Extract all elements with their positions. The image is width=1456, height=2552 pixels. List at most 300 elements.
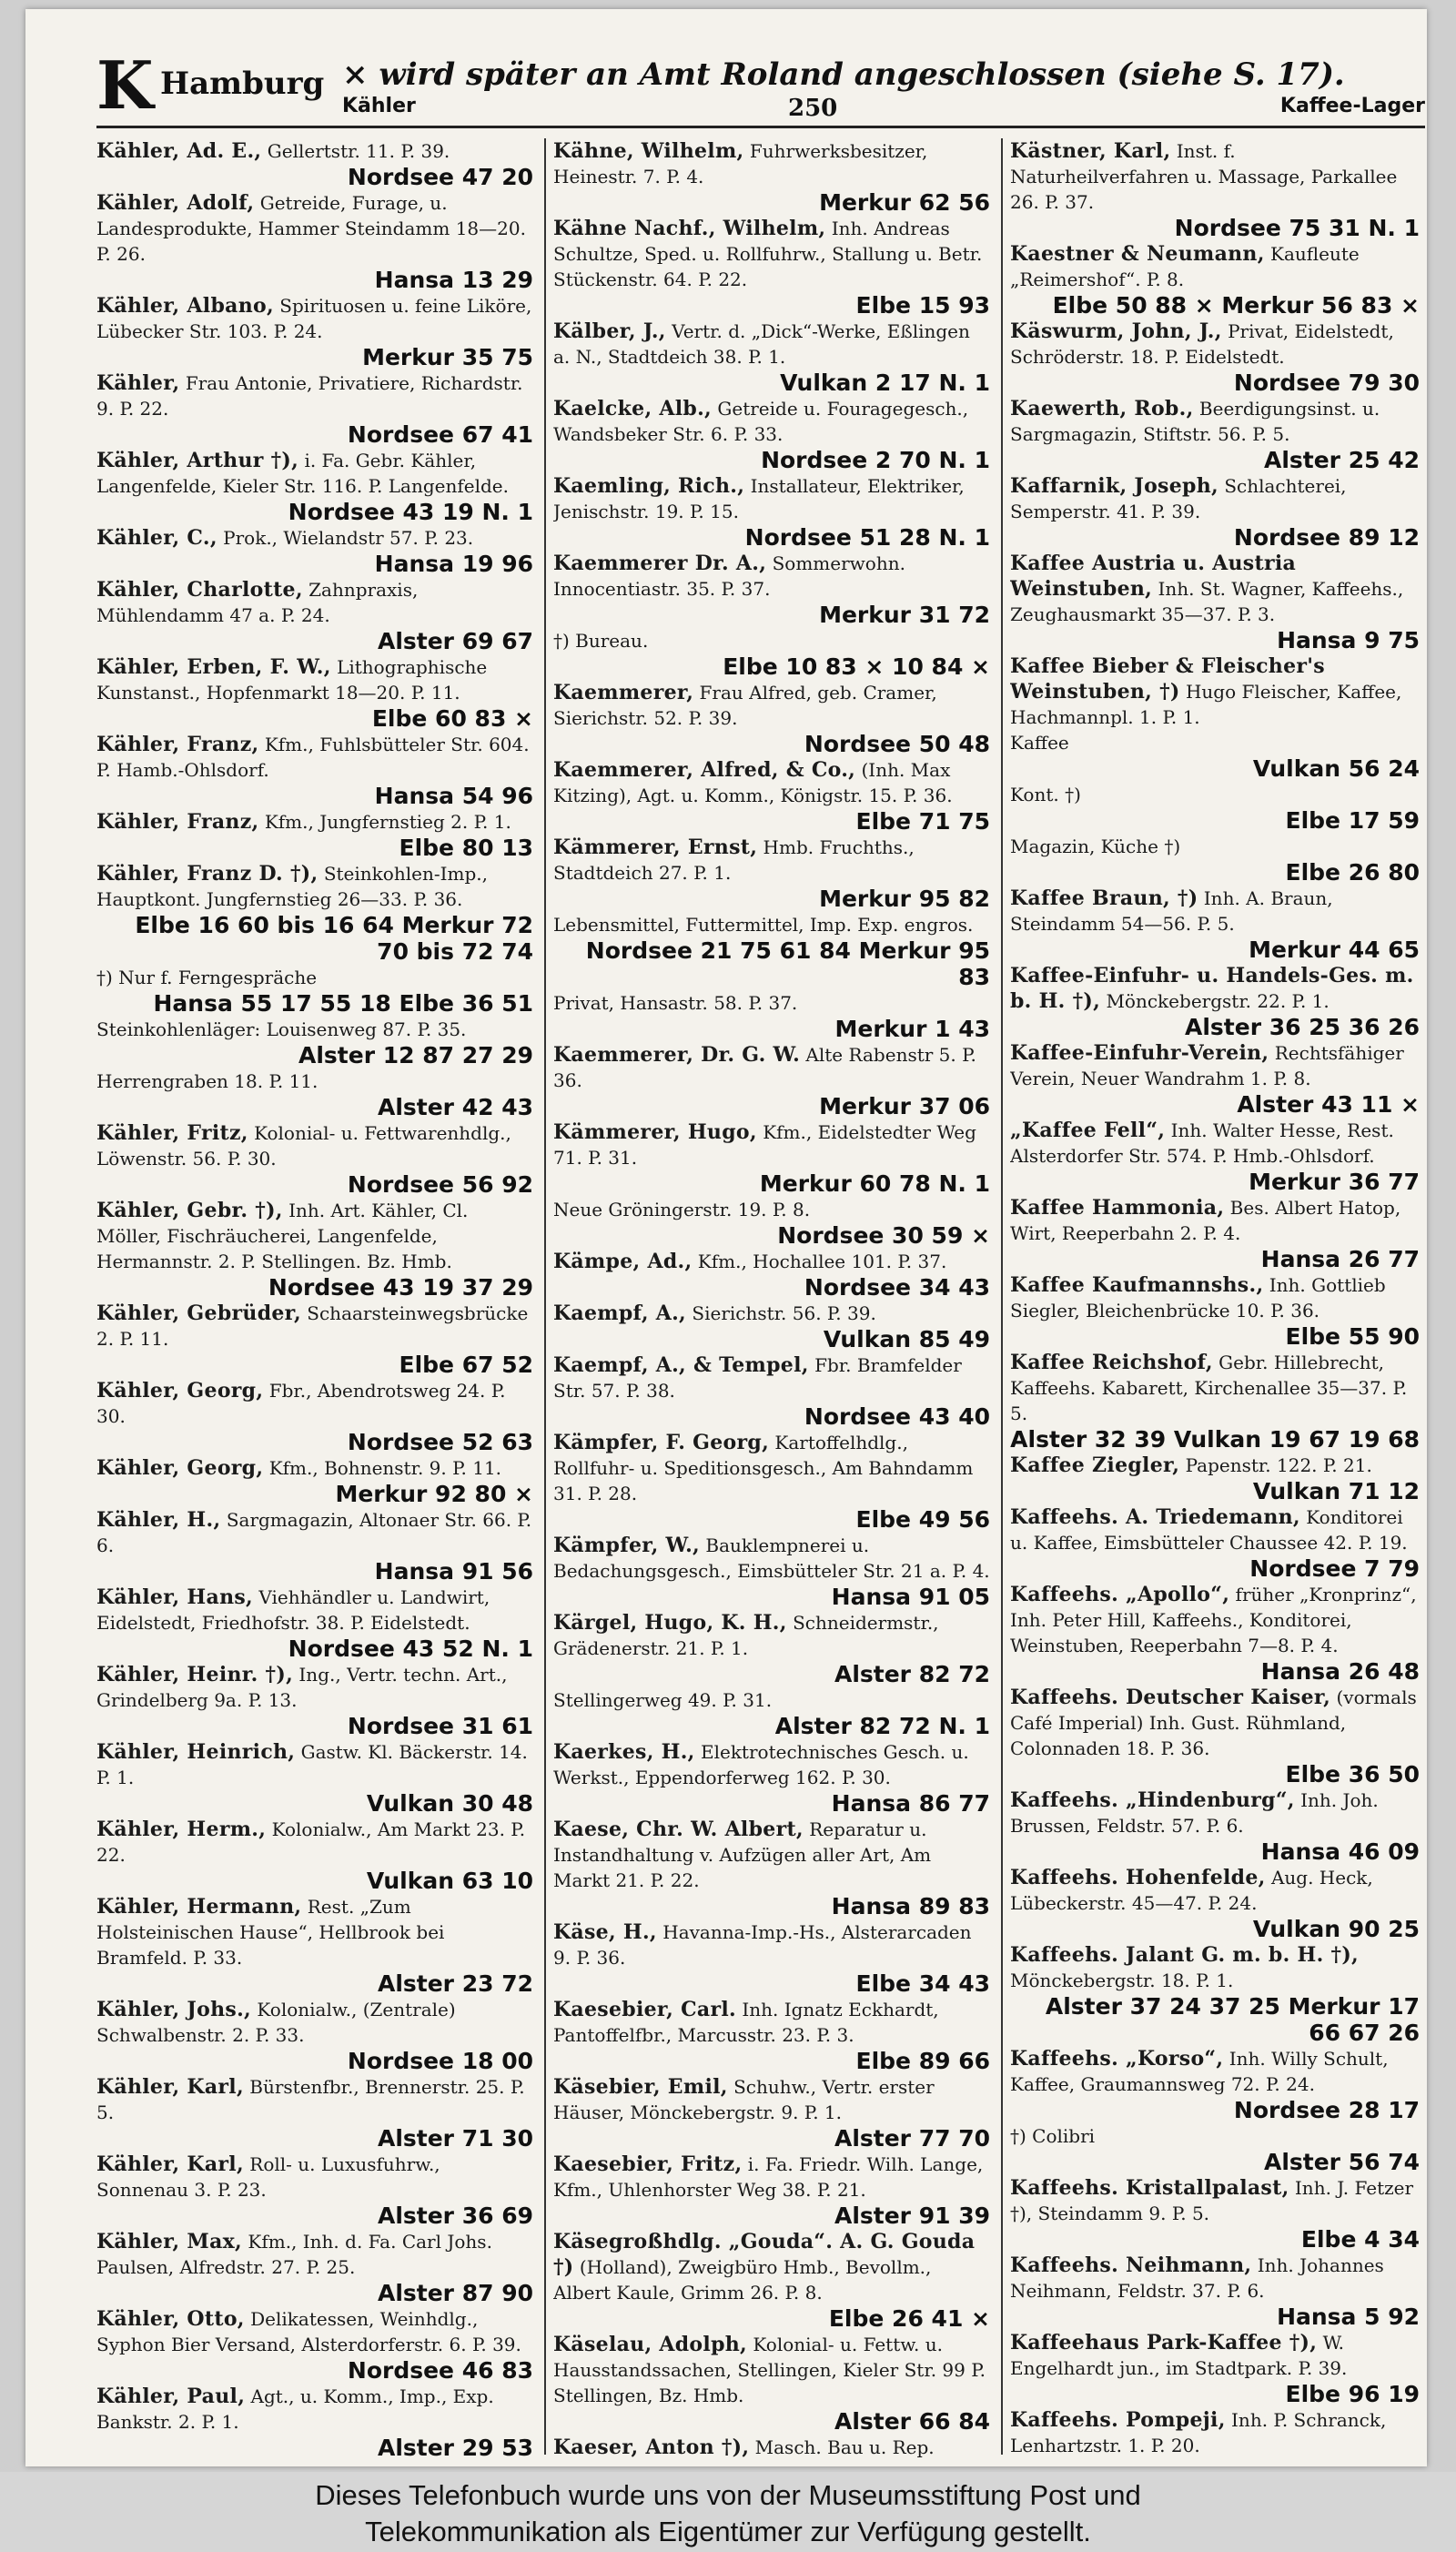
listing-entry [1010, 396, 1420, 473]
entry-phone: Vulkan 2 17 N. 1 [780, 370, 990, 396]
entry-phone: Vulkan 30 48 [366, 1790, 533, 1817]
listing-column-1 [96, 138, 533, 2459]
entry-name: Kaffeehs. Pompeji, [1010, 2408, 1226, 2432]
entry-phone: Alster 71 30 [377, 2125, 533, 2152]
listing-entry [1010, 653, 1420, 730]
entry-details: Magazin, Küche †) [1010, 835, 1181, 857]
listing-entry [96, 293, 533, 370]
entry-name: Kaffee Reichshof, [1010, 1351, 1213, 1374]
entry-phone: Hansa 86 77 [831, 1790, 990, 1817]
entry-name: Kaffee Kaufmannshs., [1010, 1273, 1264, 1297]
entry-details: Konditorei u. Kaffee, Eimsbütteler Chaussee 42. P. 19. [1010, 1506, 1408, 1554]
entry-phone: Nordsee 2 70 N. 1 [761, 447, 990, 473]
entry-details: Schneidermstr., Grädenerstr. 21. P. 1. [553, 1612, 939, 1659]
entry-phone: Vulkan 71 12 [1252, 1478, 1420, 1504]
entry-phone: Alster 87 90 [377, 2280, 533, 2306]
entry-name: Kaffee Hammonia, [1010, 1196, 1225, 1220]
entry-phone: Hansa 26 77 [1260, 1246, 1420, 1272]
entry-name: Kämmerer, Ernst, [553, 835, 758, 859]
entry-phone: Alster 77 70 [834, 2125, 990, 2152]
entry-details: †) Bureau. [553, 630, 649, 652]
entry-name: Kaffee Braun, †) [1010, 886, 1198, 910]
listing-entry [1010, 730, 1420, 782]
listing-entry [96, 965, 533, 1017]
entry-details: Hugo Fleischer, Kaffee, Hachmannpl. 1. P. 1. [1010, 681, 1402, 728]
column-divider [1001, 138, 1003, 2455]
entry-details: Kolonial- u. Fettw. u. Hausstandssachen, Stellingen, Kieler Str. 99 P. Stellingen, Bz. Hmb. [553, 2334, 986, 2406]
entry-details: Kaufleute „Reimershof“. P. 8. [1010, 243, 1360, 290]
entry-name: Kähler, Johs., [96, 1998, 252, 2021]
entry-name: Käselau, Adolph, [553, 2333, 748, 2356]
listing-entry [1010, 1504, 1420, 1582]
entry-phone: Elbe 15 93 [855, 292, 990, 319]
entry-phone: Merkur 60 78 N. 1 [759, 1170, 990, 1197]
entry-details: Kfm., Eidelstedter Weg 71. P. 31. [553, 1121, 976, 1169]
entry-details: Frau Alfred, geb. Cramer, Sierichstr. 52. P. 39. [553, 682, 937, 729]
entry-phone: Merkur 44 65 [1249, 937, 1420, 963]
listing-entry [553, 2435, 990, 2459]
entry-details: Kfm., Fuhlsbütteler Str. 604. P. Hamb.-Ohlsdorf. [96, 734, 530, 781]
entry-phone: Nordsee 7 79 [1249, 1555, 1420, 1582]
listing-entry [1010, 1453, 1420, 1504]
entry-details: i. Fa. Friedr. Wilh. Lange, Kfm., Uhlenhorster Weg 38. P. 21. [553, 2153, 984, 2201]
entry-name: Kähler, H., [96, 1508, 221, 1532]
entry-details: W. Engelhardt jun., im Stadtpark. P. 39. [1010, 2332, 1348, 2379]
entry-details: Lebensmittel, Futtermittel, Imp. Exp. engros. [553, 914, 974, 936]
entry-details: Stellingerweg 49. P. 31. [553, 1689, 773, 1711]
entry-phone: Elbe 89 66 [855, 2048, 990, 2074]
entry-details: Kfm., Jungfernstieg 2. P. 1. [264, 811, 511, 833]
entry-details: †) Colibri [1010, 2125, 1096, 2147]
entry-phone: Merkur 31 72 [819, 602, 990, 628]
entry-details: (vormals Café Imperial) Inh. Gust. Rühmland, Colonnaden 18. P. 36. [1010, 1686, 1417, 1759]
entry-phone: Hansa 91 05 [831, 1584, 990, 1610]
city-name: Hamburg [160, 66, 325, 102]
entry-details: Mönckebergstr. 18. P. 1. [1010, 1970, 1234, 1991]
listing-column-2 [553, 138, 990, 2459]
listing-entry [553, 396, 990, 473]
entry-phone: Elbe 71 75 [855, 808, 990, 835]
entry-phone: Elbe 26 41 × [828, 2305, 990, 2332]
listing-entry [96, 1120, 533, 1198]
listing-entry [96, 1068, 533, 1120]
entry-details: Spirituosen u. feine Liköre, Lübecker Str. 103. P. 24. [96, 295, 532, 342]
entry-phone: Nordsee 31 61 [347, 1713, 533, 1739]
entry-details: Sargmagazin, Altonaer Str. 66. P. 6. [96, 1509, 532, 1556]
entry-details: Kfm., Inh. d. Fa. Carl Johs. Paulsen, Alfredstr. 27. P. 25. [96, 2231, 492, 2278]
entry-phone: Nordsee 46 83 [347, 2357, 533, 2384]
listing-entry [1010, 138, 1420, 241]
listing-entry [96, 1507, 533, 1585]
entry-details: Sommerwohn. Innocentiastr. 35. P. 37. [553, 552, 905, 600]
entry-phone: Elbe 34 43 [855, 1970, 990, 1997]
entry-name: Kähler, Max, [96, 2230, 243, 2253]
listing-entry [553, 1997, 990, 2074]
entry-name: Kaffee-Einfuhr-Verein, [1010, 1041, 1269, 1065]
entry-details: Fuhrwerksbesitzer, Heinestr. 7. P. 4. [553, 140, 928, 187]
entry-details: Inh. Willy Schult, Kaffee, Graumannsweg 72. P. 24. [1010, 2048, 1389, 2095]
listing-entry [96, 1894, 533, 1997]
footer-banner [0, 2472, 1456, 2552]
entry-details: Alte Rabenstr 5. P. 36. [553, 1044, 976, 1091]
entry-name: Kaffeehs. Jalant G. m. b. H. †), [1010, 1943, 1359, 1967]
entry-phone: Elbe 16 60 bis 16 64 Merkur 72 70 bis 72 74 [135, 912, 533, 965]
listing-entry [96, 861, 533, 965]
listing-entry [1010, 1787, 1420, 1865]
entry-name: Kaffeehaus Park-Kaffee †), [1010, 2331, 1318, 2355]
entry-details: Bürstenfbr., Brennerstr. 25. P. 5. [96, 2076, 525, 2123]
entry-name: Kaeser, Anton †), [553, 2436, 750, 2459]
entry-details: Havanna-Imp.-Hs., Alsterarcaden 9. P. 36. [553, 1921, 972, 1969]
entry-name: Kähler, Heinrich, [96, 1740, 296, 1764]
entry-phone: Hansa 9 75 [1277, 627, 1420, 653]
entry-details: Privat, Eidelstedt, Schröderstr. 18. P. Eidelstedt. [1010, 320, 1394, 368]
listing-entry [96, 190, 533, 293]
entry-phone: Alster 56 74 [1263, 2149, 1420, 2175]
entry-details: Inst. f. Naturheilverfahren u. Massage, Parkallee 26. P. 37. [1010, 140, 1398, 213]
listing-entry [96, 1378, 533, 1455]
entry-phone: Merkur 1 43 [834, 1016, 990, 1042]
entry-details: Gastw. Kl. Bäckerstr. 14. P. 1. [96, 1741, 528, 1788]
listing-entry [1010, 782, 1420, 834]
listing-entry [96, 2152, 533, 2229]
entry-phone: Hansa 19 96 [374, 551, 533, 577]
listing-entry [1010, 1195, 1420, 1272]
entry-details: Roll- u. Luxusfuhrw., Sonnenau 3. P. 23. [96, 2153, 440, 2201]
entry-name: Kaffeehs. „Korso“, [1010, 2047, 1224, 2071]
entry-name: Kämmerer, Hugo, [553, 1120, 757, 1144]
entry-phone: Alster 29 53 [377, 2435, 533, 2459]
entry-name: Kähler, Erben, F. W., [96, 655, 331, 679]
listing-entry [96, 2306, 533, 2384]
entry-name: Kähler, Franz D. †), [96, 862, 318, 886]
last-entry-guide: Kaffee-Lager [1279, 95, 1425, 117]
entry-details: Getreide, Furage, u. Landesprodukte, Hammer Steindamm 18—20. P. 26. [96, 192, 526, 265]
entry-name: Kaffeehs. A. Triedemann, [1010, 1505, 1300, 1529]
entry-phone: Nordsee 30 59 × [777, 1222, 990, 1249]
entry-details: Bes. Albert Hatop, Wirt, Reeperbahn 2. P. 4. [1010, 1197, 1401, 1244]
entry-name: Kähler, Karl, [96, 2152, 244, 2176]
listing-entry [96, 1997, 533, 2074]
header-rule [96, 126, 1425, 128]
entry-details: Rechtsfähiger Verein, Neuer Wandrahm 1. P. 8. [1010, 1042, 1404, 1089]
entry-name: Kähler, Heinr. †), [96, 1663, 294, 1686]
section-letter: K [96, 46, 154, 124]
entry-phone: Alster 36 69 [377, 2203, 533, 2229]
entry-phone: Alster 25 42 [1263, 447, 1420, 473]
listing-entry [553, 835, 990, 912]
entry-details: Inh. Gottlieb Siegler, Bleichenbrücke 10. P. 36. [1010, 1274, 1386, 1322]
entry-phone: Nordsee 43 52 N. 1 [288, 1636, 533, 1662]
listing-entry [1010, 2330, 1420, 2407]
entry-phone: Nordsee 67 41 [347, 421, 533, 448]
entry-phone: Alster 42 43 [377, 1094, 533, 1120]
entry-phone: Elbe 50 88 × Merkur 56 83 × [1052, 292, 1420, 319]
first-entry-guide: Kähler [342, 95, 416, 117]
listing-entry [96, 2229, 533, 2306]
column-divider [544, 138, 546, 2455]
listing-entry [1010, 1350, 1420, 1453]
entry-details: Inh. Johannes Neihmann, Feldstr. 37. P. 6. [1010, 2254, 1384, 2302]
listing-entry [96, 370, 533, 448]
entry-phone: Elbe 55 90 [1285, 1323, 1420, 1350]
entry-phone: Alster 82 72 [834, 1661, 990, 1687]
entry-name: „Kaffee Fell“, [1010, 1119, 1166, 1142]
entry-name: Kämpe, Ad., [553, 1250, 693, 1273]
entry-details: (Holland), Zweigbüro Hmb., Bevollm., Albert Kaule, Grimm 26. P. 8. [553, 2256, 932, 2304]
entry-phone: Nordsee 89 12 [1233, 524, 1420, 551]
entry-name: Kähler, C., [96, 526, 217, 550]
entry-phone: Hansa 26 48 [1260, 1658, 1420, 1685]
entry-details: Mönckebergstr. 22. P. 1. [1106, 990, 1330, 1012]
listing-entry [553, 2332, 990, 2435]
entry-phone: Alster 36 25 36 26 [1184, 1014, 1420, 1040]
listing-entry [553, 1301, 990, 1352]
entry-name: Kähler, Karl, [96, 2075, 244, 2099]
entry-name: Kähler, Arthur †), [96, 449, 299, 472]
listing-entry [1010, 2123, 1420, 2175]
listing-entry [553, 1197, 990, 1249]
entry-details: i. Fa. Gebr. Kähler, Langenfelde, Kieler Str. 116. P. Langenfelde. [96, 450, 509, 497]
entry-phone: Elbe 49 56 [855, 1506, 990, 1533]
entry-name: Kaemmerer, [553, 681, 694, 704]
listing-entry [1010, 2046, 1420, 2123]
entry-name: Kaffeehs. „Hindenburg“, [1010, 1788, 1295, 1812]
listing-entry [553, 1249, 990, 1301]
entry-details: Inh. St. Wagner, Kaffeehs., Zeughausmarkt 35—37. P. 3. [1010, 578, 1404, 625]
listing-entry [96, 1455, 533, 1507]
listing-entry [96, 809, 533, 861]
listing-entry [1010, 319, 1420, 396]
entry-name: Kähler, Herm., [96, 1818, 267, 1841]
entry-details: Inh. P. Schranck, Lenhartzstr. 1. P. 20. [1010, 2409, 1387, 2456]
entry-name: Kaewerth, Rob., [1010, 397, 1194, 420]
entry-phone: Nordsee 56 92 [347, 1171, 533, 1198]
entry-details: Neue Gröningerstr. 19. P. 8. [553, 1199, 811, 1220]
entry-phone: Nordsee 50 48 [804, 731, 990, 757]
entry-details: Schuhw., Vertr. erster Häuser, Mönckebergstr. 9. P. 1. [553, 2076, 935, 2123]
entry-details: Frau Antonie, Privatiere, Richardstr. 9. P. 22. [96, 372, 523, 420]
entry-details: Beerdigungsinst. u. Sargmagazin, Stiftstr. 56. P. 5. [1010, 398, 1380, 445]
entry-phone: Merkur 37 06 [819, 1093, 990, 1119]
entry-name: Kaemmerer Dr. A., [553, 552, 767, 575]
entry-phone: Alster 43 11 × [1237, 1091, 1420, 1118]
entry-name: Kämpfer, W., [553, 1534, 701, 1557]
listing-entry [553, 680, 990, 757]
entry-name: Kaemling, Rich., [553, 474, 745, 498]
entry-phone: Nordsee 52 63 [347, 1429, 533, 1455]
entry-phone: Hansa 89 83 [831, 1893, 990, 1919]
entry-details: Hmb. Fruchths., Stadtdeich 27. P. 1. [553, 836, 915, 884]
listing-entry [553, 2229, 990, 2332]
listing-entry [553, 757, 990, 835]
entry-phone: Alster 12 87 27 29 [298, 1042, 533, 1068]
entry-details: Privat, Hansastr. 58. P. 37. [553, 992, 798, 1014]
entry-details: Lithographische Kunstanst., Hopfenmarkt 18—20. P. 11. [96, 656, 488, 704]
entry-name: Kähler, Georg, [96, 1379, 264, 1403]
entry-details: Gebr. Hillebrecht, Kaffeehs. Kabarett, Kirchenallee 35—37. P. 5. [1010, 1352, 1408, 1424]
listing-entry [553, 1119, 990, 1197]
listing-entry [553, 473, 990, 551]
listing-entry [96, 1662, 533, 1739]
entry-phone: Hansa 55 17 55 18 Elbe 36 51 [153, 990, 533, 1017]
entry-phone: Merkur 95 82 [819, 886, 990, 912]
footer-text: Dieses Telefonbuch wurde uns von der Museumsstiftung Post und Telekommunikation als Eigentümer zur Verfügung gestellt. [315, 2479, 1141, 2547]
listing-entry [1010, 1582, 1420, 1685]
entry-phone: Merkur 35 75 [362, 344, 533, 370]
entry-details: Vertr. d. „Dick“-Werke, Eßlingen a. N., Stadtdeich 38. P. 1. [553, 320, 970, 368]
entry-details: früher „Kronprinz“, Inh. Peter Hill, Kaffeehs., Konditorei, Weinstuben, Reeperbahn 7—8. P. 4. [1010, 1584, 1417, 1656]
listing-entry [96, 2074, 533, 2152]
entry-phone: Alster 32 39 Vulkan 19 67 19 68 [1010, 1426, 1420, 1453]
listing-entry [553, 1739, 990, 1817]
entry-name: Kästner, Karl, [1010, 139, 1171, 163]
listing-entry [553, 551, 990, 628]
listing-entry [553, 1533, 990, 1610]
entry-phone: Alster 82 72 N. 1 [774, 1713, 990, 1739]
entry-phone: Hansa 54 96 [374, 783, 533, 809]
listing-entry [96, 1739, 533, 1817]
listing-entry [96, 138, 533, 190]
listing-entry [1010, 1942, 1420, 2046]
entry-details: Kont. †) [1010, 784, 1081, 805]
entry-details: Fbr. Bramfelder Str. 57. P. 38. [553, 1354, 962, 1402]
entry-name: Kähler, Georg, [96, 1456, 264, 1480]
entry-details: Delikatessen, Weinhdlg., Syphon Bier Versand, Alsterdorferstr. 6. P. 39. [96, 2308, 521, 2355]
entry-phone: Elbe 96 19 [1285, 2381, 1420, 2407]
entry-phone [1010, 2458, 1420, 2459]
entry-details: Schlachterei, Semperstr. 41. P. 39. [1010, 475, 1347, 522]
entry-name: Käswurm, John, J., [1010, 319, 1222, 343]
entry-name: Kähne Nachf., Wilhelm, [553, 217, 826, 240]
entry-phone: Nordsee 43 19 37 29 [268, 1274, 533, 1301]
entry-details: Masch. Bau u. Rep. [754, 2436, 935, 2458]
entry-details: Inh. A. Braun, Steindamm 54—56. P. 5. [1010, 887, 1333, 935]
entry-name: Kaffee Ziegler, [1010, 1453, 1180, 1477]
entry-phone: Elbe 10 83 × 10 84 × [723, 653, 990, 680]
entry-phone: Nordsee 28 17 [1233, 2097, 1420, 2123]
entry-details: Inh. Ignatz Eckhardt, Pantoffelfbr., Marcusstr. 23. P. 3. [553, 1999, 939, 2046]
entry-details: Prok., Wielandstr 57. P. 23. [223, 527, 474, 549]
listing-entry [1010, 241, 1420, 319]
listing-entry [553, 1919, 990, 1997]
listing-entry [553, 1687, 990, 1739]
listing-entry [553, 138, 990, 216]
entry-details: Inh. Art. Kähler, Cl. Möller, Fischräucherei, Langenfelde, Hermannstr. 2. P. Stellingen. Bz. Hmb. [96, 1200, 469, 1272]
entry-phone: Elbe 4 34 [1300, 2226, 1420, 2253]
listing-entry [553, 2152, 990, 2229]
listing-entry [1010, 2253, 1420, 2330]
entry-phone: Elbe 36 50 [1285, 1761, 1420, 1787]
listing-entry [553, 1352, 990, 1430]
listing-entry [1010, 2175, 1420, 2253]
listing-entry [553, 1610, 990, 1687]
directory-page [25, 9, 1427, 2466]
listing-entry [96, 525, 533, 577]
entry-name: Käsebier, Emil, [553, 2075, 728, 2099]
entry-details: Herrengraben 18. P. 11. [96, 1070, 318, 1092]
listing-entry [96, 2384, 533, 2459]
entry-name: Kaesebier, Fritz, [553, 2152, 743, 2176]
entry-name: Kaempf, A., [553, 1301, 687, 1325]
listing-entry [1010, 886, 1420, 963]
listing-entry [1010, 2407, 1420, 2459]
entry-name: Kaese, Chr. W. Albert, [553, 1818, 804, 1841]
listing-entry [553, 628, 990, 680]
listing-entry [553, 319, 990, 396]
listing-entry [96, 448, 533, 525]
entry-name: Kaemmerer, Alfred, & Co., [553, 758, 856, 782]
entry-name: Kähler, Paul, [96, 2385, 246, 2408]
entry-phone: Hansa 46 09 [1260, 1838, 1420, 1865]
entry-phone: Elbe 26 80 [1285, 859, 1420, 886]
entry-name: Kähler, Charlotte, [96, 578, 303, 602]
entry-phone: Nordsee 51 28 N. 1 [744, 524, 990, 551]
listing-entry [1010, 1118, 1420, 1195]
entry-details: Kartoffelhdlg., Rollfuhr- u. Speditionsgesch., Am Bahndamm 31. P. 28. [553, 1432, 974, 1504]
entry-details: Viehhändler u. Landwirt, Eidelstedt, Friedhofstr. 38. P. Eidelstedt. [96, 1586, 490, 1634]
entry-name: Kämpfer, F. Georg, [553, 1431, 770, 1454]
entry-details: Sierichstr. 56. P. 39. [692, 1302, 876, 1324]
listing-entry [96, 1017, 533, 1068]
entry-name: Kaffeehs. Neihmann, [1010, 2253, 1252, 2277]
entry-name: Käse, H., [553, 1920, 657, 1944]
entry-details: Rest. „Zum Holsteinischen Hause“, Hellbrook bei Bramfeld. P. 33. [96, 1896, 445, 1969]
entry-name: Kaffee Austria u. Austria Weinstuben, [1010, 552, 1297, 601]
entry-name: Kähler, Ad. E., [96, 139, 262, 163]
entry-details: Steinkohlenläger: Louisenweg 87. P. 35. [96, 1018, 467, 1040]
page-number: 250 [788, 95, 838, 122]
entry-name: Kälber, J., [553, 319, 666, 343]
entry-name: Kaemmerer, Dr. G. W. [553, 1043, 801, 1067]
entry-name: Kähler, Otto, [96, 2307, 245, 2331]
entry-name: Kaempf, A., & Tempel, [553, 1353, 809, 1377]
entry-details: (Inh. Max Kitzing), Agt. u. Komm., Königstr. 15. P. 36. [553, 759, 953, 806]
entry-phone: Alster 91 39 [834, 2203, 990, 2229]
listing-entry [553, 912, 990, 990]
entry-phone: Alster 69 67 [377, 628, 533, 654]
entry-phone: Nordsee 79 30 [1233, 370, 1420, 396]
entry-phone: Hansa 13 29 [374, 267, 533, 293]
entry-details: Kfm., Bohnenstr. 9. P. 11. [268, 1457, 502, 1479]
listing-entry [96, 577, 533, 654]
entry-name: Kärgel, Hugo, K. H., [553, 1611, 787, 1635]
entry-details: Kolonialw., (Zentrale) Schwalbenstr. 2. P. 33. [96, 1999, 456, 2046]
header-note: × wird später an Amt Roland angeschlossen (siehe S. 17). [342, 56, 1345, 93]
listing-entry [553, 216, 990, 319]
entry-phone: Vulkan 63 10 [366, 1868, 533, 1894]
entry-phone: Merkur 92 80 × [335, 1481, 533, 1507]
entry-phone: Alster 37 24 37 25 Merkur 17 66 67 26 [1045, 1993, 1420, 2046]
entry-name: Kähler, Adolf, [96, 191, 255, 215]
entry-details: Zahnpraxis, Mühlendamm 47 a. P. 24. [96, 579, 419, 626]
entry-name: Käsegroßhdlg. „Gouda“. A. G. Gouda †) [553, 2230, 976, 2279]
entry-details: †) Nur f. Ferngespräche [96, 967, 318, 988]
entry-phone: Elbe 80 13 [399, 835, 533, 861]
listing-entry [553, 1817, 990, 1919]
listing-entry [1010, 1040, 1420, 1118]
entry-details: Steinkohlen-Imp., Hauptkont. Jungfernstieg 26—33. P. 36. [96, 863, 488, 910]
entry-phone: Nordsee 18 00 [347, 2048, 533, 2074]
entry-name: Kaesebier, Carl. [553, 1998, 736, 2021]
entry-phone: Elbe 67 52 [399, 1352, 533, 1378]
entry-details: Inh. Walter Hesse, Rest. Alsterdorfer Str. 574. P. Hmb.-Ohlsdorf. [1010, 1119, 1394, 1167]
entry-phone: Alster 23 72 [377, 1970, 533, 1997]
entry-details: Inh. Andreas Schultze, Sped. u. Rollfuhrw., Stallung u. Betr. Stückenstr. 64. P. 22. [553, 218, 983, 290]
entry-phone: Nordsee 75 31 N. 1 [1174, 215, 1420, 241]
listing-entry [1010, 1865, 1420, 1942]
entry-details: Kolonial- u. Fettwarenhdlg., Löwenstr. 56. P. 30. [96, 1122, 511, 1170]
